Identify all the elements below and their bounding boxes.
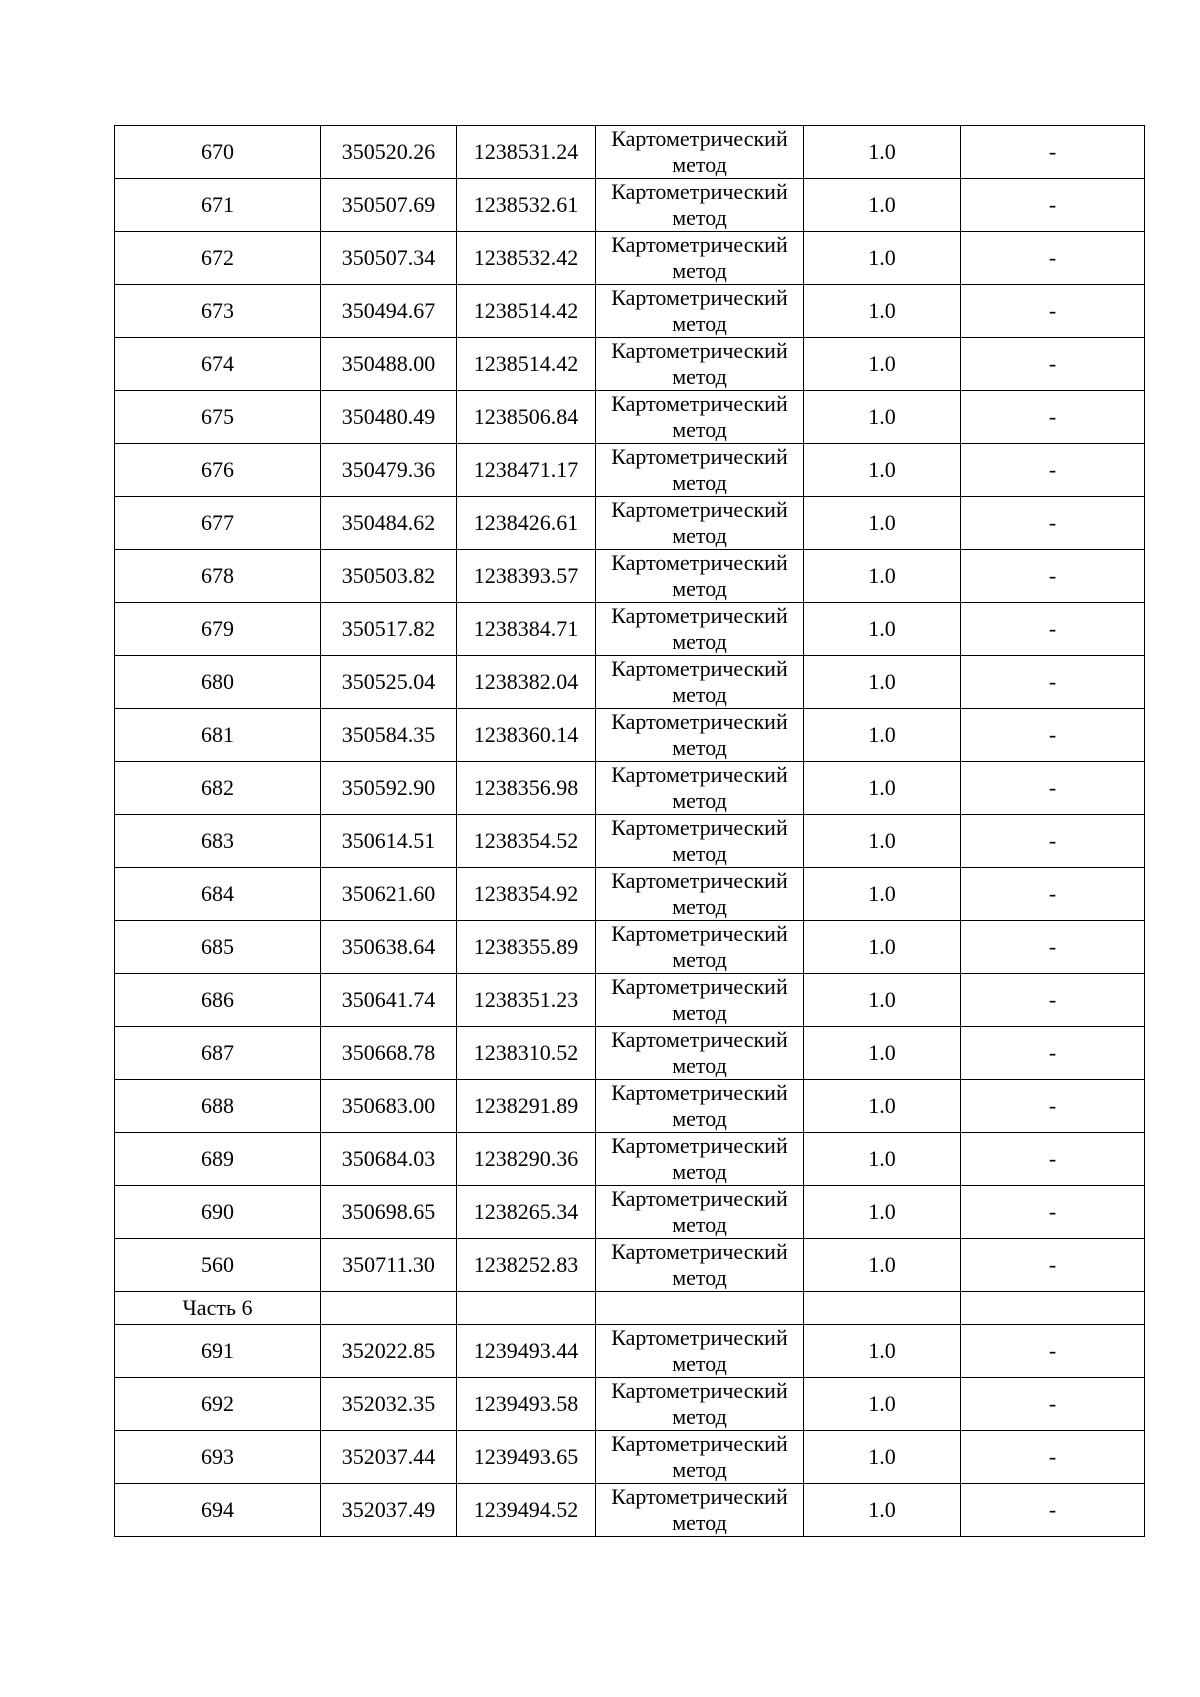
point-number-cell: 686: [115, 974, 321, 1027]
accuracy-cell: 1.0: [804, 126, 961, 179]
method-text: Картометрический метод: [611, 550, 788, 601]
note-cell: -: [961, 1133, 1145, 1186]
x-coordinate-cell: 350584.35: [321, 709, 457, 762]
point-number-cell: 693: [115, 1431, 321, 1484]
x-coordinate-cell: 350683.00: [321, 1080, 457, 1133]
y-coordinate-cell: 1238265.34: [457, 1186, 596, 1239]
point-number-cell: 689: [115, 1133, 321, 1186]
note-cell: -: [961, 126, 1145, 179]
method-cell: [596, 1431, 804, 1484]
table-row: [115, 126, 1145, 179]
method-text: Картометрический метод: [611, 1239, 788, 1290]
accuracy-cell: 1.0: [804, 656, 961, 709]
method-text: Картометрический метод: [611, 868, 788, 919]
method-cell: [596, 391, 804, 444]
x-coordinate-cell: 350480.49: [321, 391, 457, 444]
accuracy-cell: 1.0: [804, 603, 961, 656]
method-cell: [596, 338, 804, 391]
method-text: Картометрический метод: [611, 709, 788, 760]
y-coordinate-cell: 1238291.89: [457, 1080, 596, 1133]
x-coordinate-cell: 350525.04: [321, 656, 457, 709]
table-row: [115, 709, 1145, 762]
accuracy-cell: 1.0: [804, 550, 961, 603]
method-text: Картометрический метод: [611, 1133, 788, 1184]
table-row: [115, 444, 1145, 497]
y-coordinate-cell: 1239493.58: [457, 1378, 596, 1431]
method-text: Картометрический метод: [611, 656, 788, 707]
x-coordinate-cell: 350592.90: [321, 762, 457, 815]
x-coordinate-cell: 350668.78: [321, 1027, 457, 1080]
y-coordinate-cell: 1238355.89: [457, 921, 596, 974]
x-coordinate-cell: 350520.26: [321, 126, 457, 179]
accuracy-cell: 1.0: [804, 179, 961, 232]
point-number-cell: 690: [115, 1186, 321, 1239]
table-row: [115, 815, 1145, 868]
method-text: Картометрический метод: [611, 1186, 788, 1237]
accuracy-cell: 1.0: [804, 1378, 961, 1431]
table-row: [115, 1133, 1145, 1186]
note-cell: -: [961, 868, 1145, 921]
accuracy-cell: 1.0: [804, 232, 961, 285]
y-coordinate-cell: 1238356.98: [457, 762, 596, 815]
note-cell: -: [961, 709, 1145, 762]
method-cell: [596, 1325, 804, 1378]
table-row: [115, 1186, 1145, 1239]
method-text: Картометрический метод: [611, 1027, 788, 1078]
accuracy-cell: 1.0: [804, 762, 961, 815]
y-coordinate-cell: 1238354.52: [457, 815, 596, 868]
table-row: [115, 1431, 1145, 1484]
note-cell: -: [961, 921, 1145, 974]
method-text: Картометрический метод: [611, 285, 788, 336]
method-cell: [596, 1080, 804, 1133]
note-cell: -: [961, 444, 1145, 497]
method-cell: [596, 1133, 804, 1186]
method-text: Картометрический метод: [611, 497, 788, 548]
accuracy-cell: 1.0: [804, 1080, 961, 1133]
x-coordinate-cell: 350479.36: [321, 444, 457, 497]
point-number-cell: 679: [115, 603, 321, 656]
note-cell: -: [961, 1484, 1145, 1537]
table-row: [115, 656, 1145, 709]
method-cell: [596, 868, 804, 921]
method-cell: [596, 1027, 804, 1080]
y-coordinate-cell: 1238426.61: [457, 497, 596, 550]
method-text: Картометрический метод: [611, 603, 788, 654]
note-cell: -: [961, 656, 1145, 709]
point-number-cell: 694: [115, 1484, 321, 1537]
accuracy-cell: 1.0: [804, 1027, 961, 1080]
table-row: [115, 550, 1145, 603]
method-cell: [596, 603, 804, 656]
table-row: [115, 921, 1145, 974]
method-text: Картометрический метод: [611, 815, 788, 866]
table-row: [115, 1325, 1145, 1378]
table-row: [115, 762, 1145, 815]
method-cell: [596, 1186, 804, 1239]
note-cell: -: [961, 179, 1145, 232]
table-row: [115, 868, 1145, 921]
y-coordinate-cell: 1238252.83: [457, 1239, 596, 1292]
y-coordinate-cell: 1238532.61: [457, 179, 596, 232]
accuracy-cell: 1.0: [804, 1431, 961, 1484]
method-cell: [596, 497, 804, 550]
method-cell: [596, 815, 804, 868]
note-cell: -: [961, 603, 1145, 656]
point-number-cell: 685: [115, 921, 321, 974]
accuracy-cell: 1.0: [804, 1484, 961, 1537]
method-text: Картометрический метод: [611, 391, 788, 442]
accuracy-cell: 1.0: [804, 709, 961, 762]
table-row: [115, 1027, 1145, 1080]
note-cell: -: [961, 285, 1145, 338]
x-coordinate-cell: 350507.69: [321, 179, 457, 232]
method-cell: [596, 974, 804, 1027]
section-label: Часть 6: [115, 1292, 321, 1325]
note-cell: -: [961, 815, 1145, 868]
method-cell: [596, 1239, 804, 1292]
accuracy-cell: 1.0: [804, 285, 961, 338]
method-cell: [596, 285, 804, 338]
empty-cell: [596, 1292, 804, 1325]
point-number-cell: 672: [115, 232, 321, 285]
x-coordinate-cell: 350638.64: [321, 921, 457, 974]
y-coordinate-cell: 1239493.44: [457, 1325, 596, 1378]
method-text: Картометрический метод: [611, 232, 788, 283]
point-number-cell: 681: [115, 709, 321, 762]
method-cell: [596, 179, 804, 232]
accuracy-cell: 1.0: [804, 974, 961, 1027]
point-number-cell: 671: [115, 179, 321, 232]
point-number-cell: 684: [115, 868, 321, 921]
note-cell: -: [961, 1431, 1145, 1484]
table-row: [115, 1378, 1145, 1431]
note-cell: -: [961, 550, 1145, 603]
x-coordinate-cell: 350698.65: [321, 1186, 457, 1239]
table-row: [115, 1239, 1145, 1292]
note-cell: -: [961, 974, 1145, 1027]
y-coordinate-cell: 1238471.17: [457, 444, 596, 497]
method-cell: [596, 1378, 804, 1431]
point-number-cell: 675: [115, 391, 321, 444]
empty-cell: [457, 1292, 596, 1325]
y-coordinate-cell: 1238310.52: [457, 1027, 596, 1080]
y-coordinate-cell: 1238382.04: [457, 656, 596, 709]
note-cell: -: [961, 1378, 1145, 1431]
point-number-cell: 670: [115, 126, 321, 179]
x-coordinate-cell: 350621.60: [321, 868, 457, 921]
method-cell: [596, 126, 804, 179]
method-text: Картометрический метод: [611, 1080, 788, 1131]
note-cell: -: [961, 497, 1145, 550]
point-number-cell: 680: [115, 656, 321, 709]
accuracy-cell: 1.0: [804, 338, 961, 391]
note-cell: -: [961, 762, 1145, 815]
accuracy-cell: 1.0: [804, 1186, 961, 1239]
table-row: [115, 338, 1145, 391]
section-header-row: [115, 1292, 1145, 1325]
method-cell: [596, 921, 804, 974]
x-coordinate-cell: 352022.85: [321, 1325, 457, 1378]
table-row: [115, 603, 1145, 656]
x-coordinate-cell: 352032.35: [321, 1378, 457, 1431]
x-coordinate-cell: 350614.51: [321, 815, 457, 868]
note-cell: -: [961, 1325, 1145, 1378]
accuracy-cell: 1.0: [804, 1133, 961, 1186]
note-cell: -: [961, 1080, 1145, 1133]
y-coordinate-cell: 1238384.71: [457, 603, 596, 656]
coordinates-table: [114, 125, 1145, 1537]
method-text: Картометрический метод: [611, 338, 788, 389]
point-number-cell: 676: [115, 444, 321, 497]
y-coordinate-cell: 1238360.14: [457, 709, 596, 762]
point-number-cell: 682: [115, 762, 321, 815]
method-text: Картометрический метод: [611, 921, 788, 972]
x-coordinate-cell: 350711.30: [321, 1239, 457, 1292]
method-cell: [596, 762, 804, 815]
note-cell: -: [961, 1027, 1145, 1080]
x-coordinate-cell: 350488.00: [321, 338, 457, 391]
x-coordinate-cell: 352037.49: [321, 1484, 457, 1537]
note-cell: -: [961, 232, 1145, 285]
note-cell: -: [961, 338, 1145, 391]
x-coordinate-cell: 350507.34: [321, 232, 457, 285]
x-coordinate-cell: 350517.82: [321, 603, 457, 656]
method-cell: [596, 232, 804, 285]
method-text: Картометрический метод: [611, 1431, 788, 1482]
y-coordinate-cell: 1238506.84: [457, 391, 596, 444]
y-coordinate-cell: 1238514.42: [457, 285, 596, 338]
method-cell: [596, 656, 804, 709]
x-coordinate-cell: 352037.44: [321, 1431, 457, 1484]
accuracy-cell: 1.0: [804, 444, 961, 497]
accuracy-cell: 1.0: [804, 868, 961, 921]
method-text: Картометрический метод: [611, 1484, 788, 1535]
note-cell: -: [961, 1239, 1145, 1292]
y-coordinate-cell: 1238532.42: [457, 232, 596, 285]
y-coordinate-cell: 1239494.52: [457, 1484, 596, 1537]
method-cell: [596, 444, 804, 497]
accuracy-cell: 1.0: [804, 391, 961, 444]
method-cell: [596, 1484, 804, 1537]
empty-cell: [804, 1292, 961, 1325]
point-number-cell: 691: [115, 1325, 321, 1378]
method-text: Картометрический метод: [611, 762, 788, 813]
accuracy-cell: 1.0: [804, 497, 961, 550]
y-coordinate-cell: 1238531.24: [457, 126, 596, 179]
y-coordinate-cell: 1238354.92: [457, 868, 596, 921]
point-number-cell: 688: [115, 1080, 321, 1133]
table-row: [115, 497, 1145, 550]
table-row: [115, 1080, 1145, 1133]
method-cell: [596, 550, 804, 603]
method-cell: [596, 709, 804, 762]
point-number-cell: 673: [115, 285, 321, 338]
accuracy-cell: 1.0: [804, 921, 961, 974]
point-number-cell: 560: [115, 1239, 321, 1292]
y-coordinate-cell: 1238351.23: [457, 974, 596, 1027]
table-row: [115, 179, 1145, 232]
accuracy-cell: 1.0: [804, 1239, 961, 1292]
method-text: Картометрический метод: [611, 444, 788, 495]
point-number-cell: 677: [115, 497, 321, 550]
point-number-cell: 683: [115, 815, 321, 868]
method-text: Картометрический метод: [611, 1378, 788, 1429]
x-coordinate-cell: 350503.82: [321, 550, 457, 603]
table-row: [115, 974, 1145, 1027]
table-row: [115, 1484, 1145, 1537]
x-coordinate-cell: 350641.74: [321, 974, 457, 1027]
note-cell: -: [961, 391, 1145, 444]
empty-cell: [321, 1292, 457, 1325]
point-number-cell: 674: [115, 338, 321, 391]
x-coordinate-cell: 350494.67: [321, 285, 457, 338]
table-row: [115, 285, 1145, 338]
point-number-cell: 692: [115, 1378, 321, 1431]
y-coordinate-cell: 1238290.36: [457, 1133, 596, 1186]
table-body: [115, 126, 1145, 1537]
note-cell: -: [961, 1186, 1145, 1239]
table-row: [115, 232, 1145, 285]
table-row: [115, 391, 1145, 444]
y-coordinate-cell: 1238514.42: [457, 338, 596, 391]
accuracy-cell: 1.0: [804, 815, 961, 868]
method-text: Картометрический метод: [611, 179, 788, 230]
accuracy-cell: 1.0: [804, 1325, 961, 1378]
method-text: Картометрический метод: [611, 126, 788, 177]
method-text: Картометрический метод: [611, 974, 788, 1025]
method-text: Картометрический метод: [611, 1325, 788, 1376]
x-coordinate-cell: 350684.03: [321, 1133, 457, 1186]
point-number-cell: 678: [115, 550, 321, 603]
y-coordinate-cell: 1238393.57: [457, 550, 596, 603]
y-coordinate-cell: 1239493.65: [457, 1431, 596, 1484]
x-coordinate-cell: 350484.62: [321, 497, 457, 550]
empty-cell: [961, 1292, 1145, 1325]
point-number-cell: 687: [115, 1027, 321, 1080]
